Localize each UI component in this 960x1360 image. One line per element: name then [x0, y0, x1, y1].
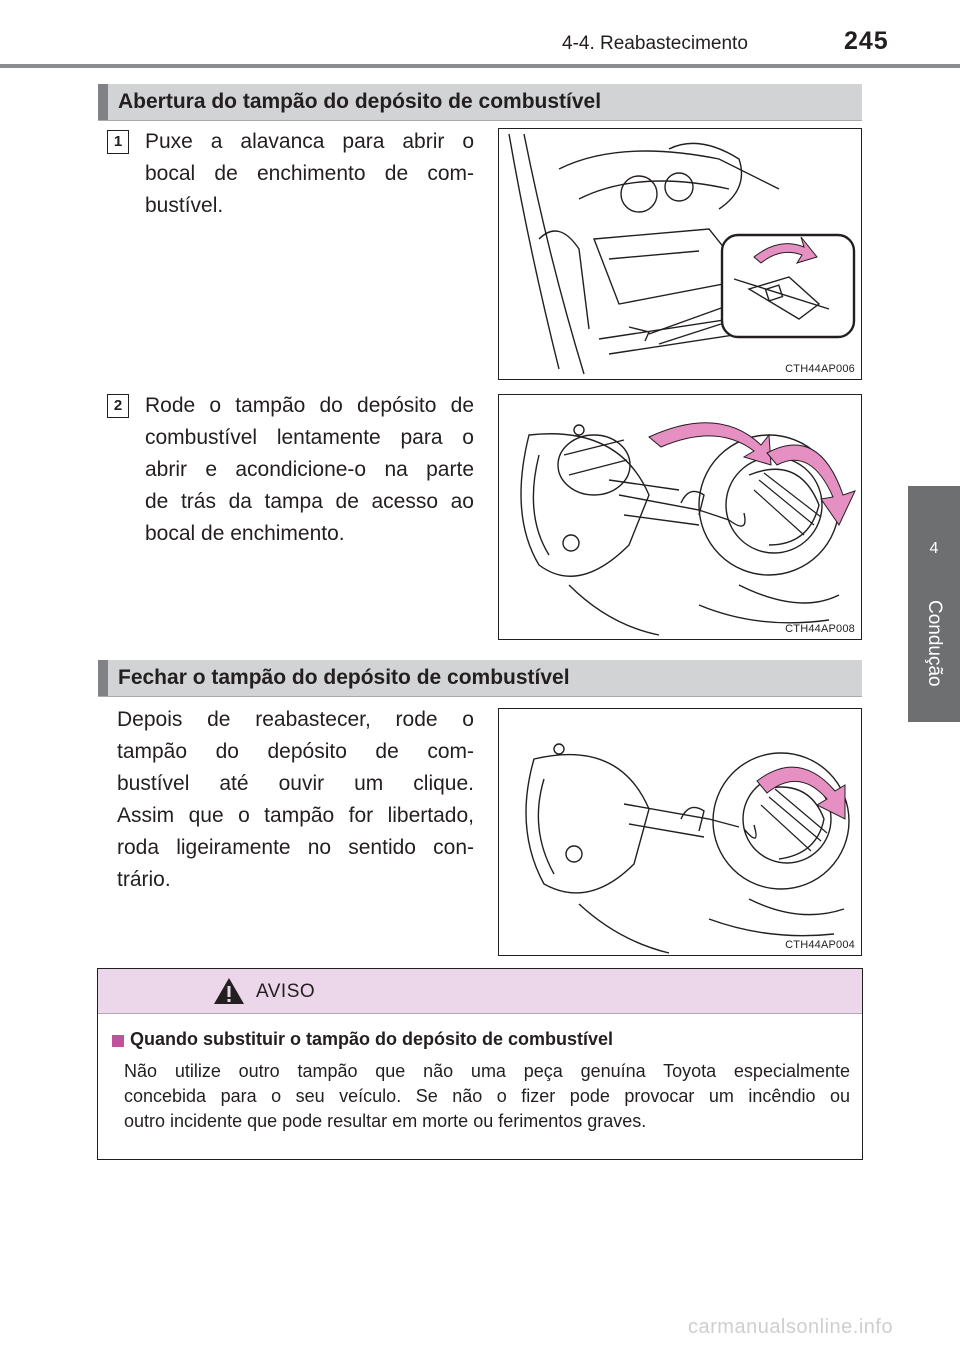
- warning-body: [124, 1059, 850, 1134]
- figure-code: CTH44AP006: [785, 363, 855, 375]
- text-line: Rode o tampão do depósito de: [145, 394, 474, 417]
- page-number: 245: [844, 27, 889, 55]
- figure-code: CTH44AP008: [785, 623, 855, 635]
- warning-triangle-icon: [213, 977, 245, 1005]
- warning-header: [98, 969, 862, 1014]
- text-line: bustível.: [145, 194, 224, 217]
- text-line: Não utilize outro tampão que não uma peça genuína Toyota especialmente: [124, 1061, 850, 1081]
- step-2-text: [145, 390, 474, 550]
- close-cap-illustration: [499, 709, 861, 955]
- text-line: roda ligeiramente no sentido con-: [117, 836, 474, 859]
- closing-text: [117, 704, 474, 896]
- text-line: trário.: [117, 868, 171, 891]
- fuel-lever-illustration: [499, 129, 861, 379]
- section-heading-text: Abertura do tampão do depósito de combustível: [118, 90, 602, 113]
- heading-bar: [98, 84, 108, 120]
- warning-bullet-marker: [112, 1035, 124, 1047]
- text-line: Depois de reabastecer, rode o: [117, 708, 474, 731]
- step-number-2: 2: [107, 394, 129, 418]
- figure-fuel-lever: [498, 128, 862, 380]
- section-heading-closing: [98, 660, 862, 697]
- section-heading-text: Fechar o tampão do depósito de combustível: [118, 666, 570, 689]
- figure-close-cap: [498, 708, 862, 956]
- heading-bar: [98, 660, 108, 696]
- warning-box: [97, 968, 863, 1160]
- step-1-text: [145, 126, 474, 222]
- figure-code: CTH44AP004: [785, 939, 855, 951]
- warning-title: AVISO: [256, 981, 316, 1002]
- warning-subheading: Quando substituir o tampão do depósito de combustível: [130, 1029, 614, 1049]
- watermark: carmanualsonline.info: [688, 1316, 894, 1338]
- text-line: tampão do depósito de com-: [117, 740, 474, 763]
- text-line: bocal de enchimento de com-: [145, 162, 474, 185]
- open-cap-illustration: [499, 395, 861, 639]
- text-line: de trás da tampa de acesso ao: [145, 490, 474, 513]
- text-line: outro incidente que pode resultar em morte ou ferimentos graves.: [124, 1111, 647, 1131]
- text-line: bustível até ouvir um clique.: [117, 772, 474, 795]
- header-rule: [0, 64, 960, 68]
- text-line: concebida para o seu veículo. Se não o fizer pode provocar um incêndio ou: [124, 1086, 850, 1106]
- step-number-1: 1: [107, 130, 129, 154]
- chapter-number: 4: [929, 540, 939, 557]
- text-line: abrir e acondicione-o na parte: [145, 458, 474, 481]
- section-heading-opening: [98, 84, 862, 121]
- chapter-label: Condução: [924, 600, 945, 687]
- text-line: Assim que o tampão for libertado,: [117, 804, 474, 827]
- figure-open-cap: [498, 394, 862, 640]
- text-line: bocal de enchimento.: [145, 522, 345, 545]
- running-header: 4-4. Reabastecimento: [562, 33, 748, 54]
- text-line: combustível lentamente para o: [145, 426, 474, 449]
- text-line: Puxe a alavanca para abrir o: [145, 130, 474, 153]
